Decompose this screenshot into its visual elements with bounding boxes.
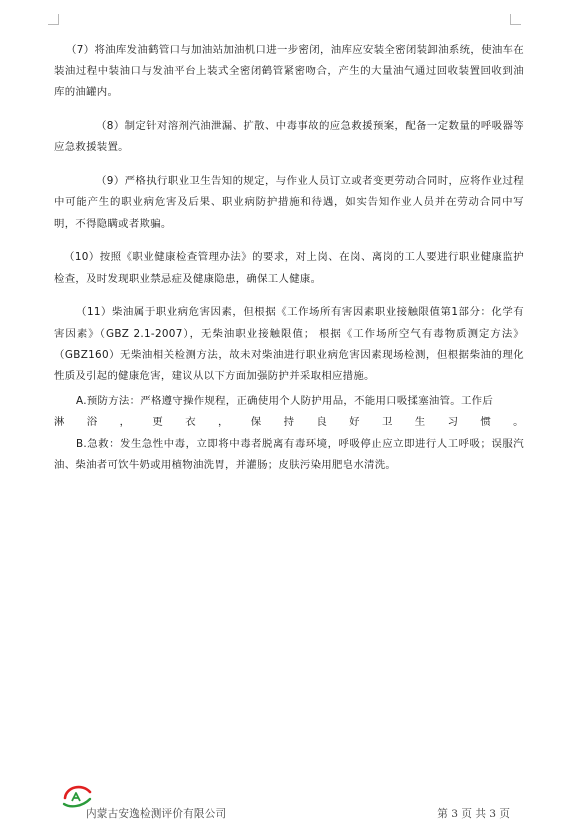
- paragraph-8: （8）制定针对溶剂汽油泄漏、扩散、中毒事故的应急救援预案，配备一定数量的呼吸器等应急救援装置。: [54, 120, 524, 154]
- paragraph-10: （10）按照《职业健康检查管理办法》的要求，对上岗、在岗、离岗的工人要进行职业健康监护检查，及时发现职业禁忌症及健康隐患，确保工人健康。: [54, 251, 524, 285]
- page-footer: [60, 782, 510, 822]
- spread-char: 习: [447, 416, 459, 429]
- spread-char: 浴: [86, 416, 98, 429]
- spread-char: 淋: [54, 416, 65, 429]
- spread-char: 。: [513, 416, 524, 429]
- footer-page-number: 第 3 页 共 3 页: [437, 808, 510, 820]
- document-body: [54, 40, 524, 476]
- spread-char: ，: [217, 416, 229, 429]
- spread-char: 惯: [480, 416, 492, 429]
- spread-char: ，: [119, 416, 131, 429]
- spread-char: 好: [349, 416, 360, 429]
- paragraph-7: （7）将油库发油鹤管口与加油站加油机口进一步密闭，油库应安装全密闭装卸油系统，使油车在装油过程中装油口与发油平台上装式全密闭鹤管紧密吻合，产生的大量油气通过回收装置回收到油库的油罐内。: [54, 44, 524, 99]
- logo-green-mark: [72, 793, 80, 801]
- paragraph-11: （11）柴油属于职业病危害因素，但根据《工作场所有害因素职业接触限值第1部分：化学有害因素》（GBZ 2.1-2007），无柴油职业接触限值； 根据《工作场所空气有毒物质测定方法》（GBZ160）无柴油相关检测方法，故未对柴油进行职业病危害因素现场检测，但根据柴油的理化性质及引起的健康危害，建议从以下方面加强防护并采取相应措施。: [54, 306, 524, 383]
- spread-char: 保: [250, 416, 262, 429]
- paragraph-9: （9）严格执行职业卫生告知的规定，与作业人员订立或者变更劳动合同时，应将作业过程中可能产生的职业病危害及后果、职业病防护措施和待遇，如实告知作业人员并在劳动合同中写明，不得隐瞒或者欺骗。: [54, 175, 524, 230]
- spread-char: 生: [414, 416, 426, 429]
- prevention-method: A.预防方法：严格遵守操作规程，正确使用个人防护用品，不能用口吸揉塞油管。工作后: [76, 395, 494, 408]
- spread-char: 更: [152, 416, 164, 429]
- spread-char: 持: [283, 416, 295, 429]
- first-aid: B.急救：发生急性中毒，立即将中毒者脱离有毒环境，呼吸停止应立即进行人工呼吸；误服汽油、柴油者可饮牛奶或用植物油洗胃，并灌肠；皮肤污染用肥皂水清洗。: [54, 437, 524, 471]
- footer-company-name: 内蒙古安逸检测评价有限公司: [86, 808, 227, 820]
- margin-corner-mark: [510, 14, 521, 25]
- prevention-method-continued: [54, 412, 524, 433]
- margin-corner-mark: [48, 14, 59, 25]
- prevention-block: [54, 391, 524, 433]
- spread-char: 卫: [381, 416, 393, 429]
- spread-char: 良: [316, 416, 328, 429]
- spread-char: 衣: [185, 416, 196, 429]
